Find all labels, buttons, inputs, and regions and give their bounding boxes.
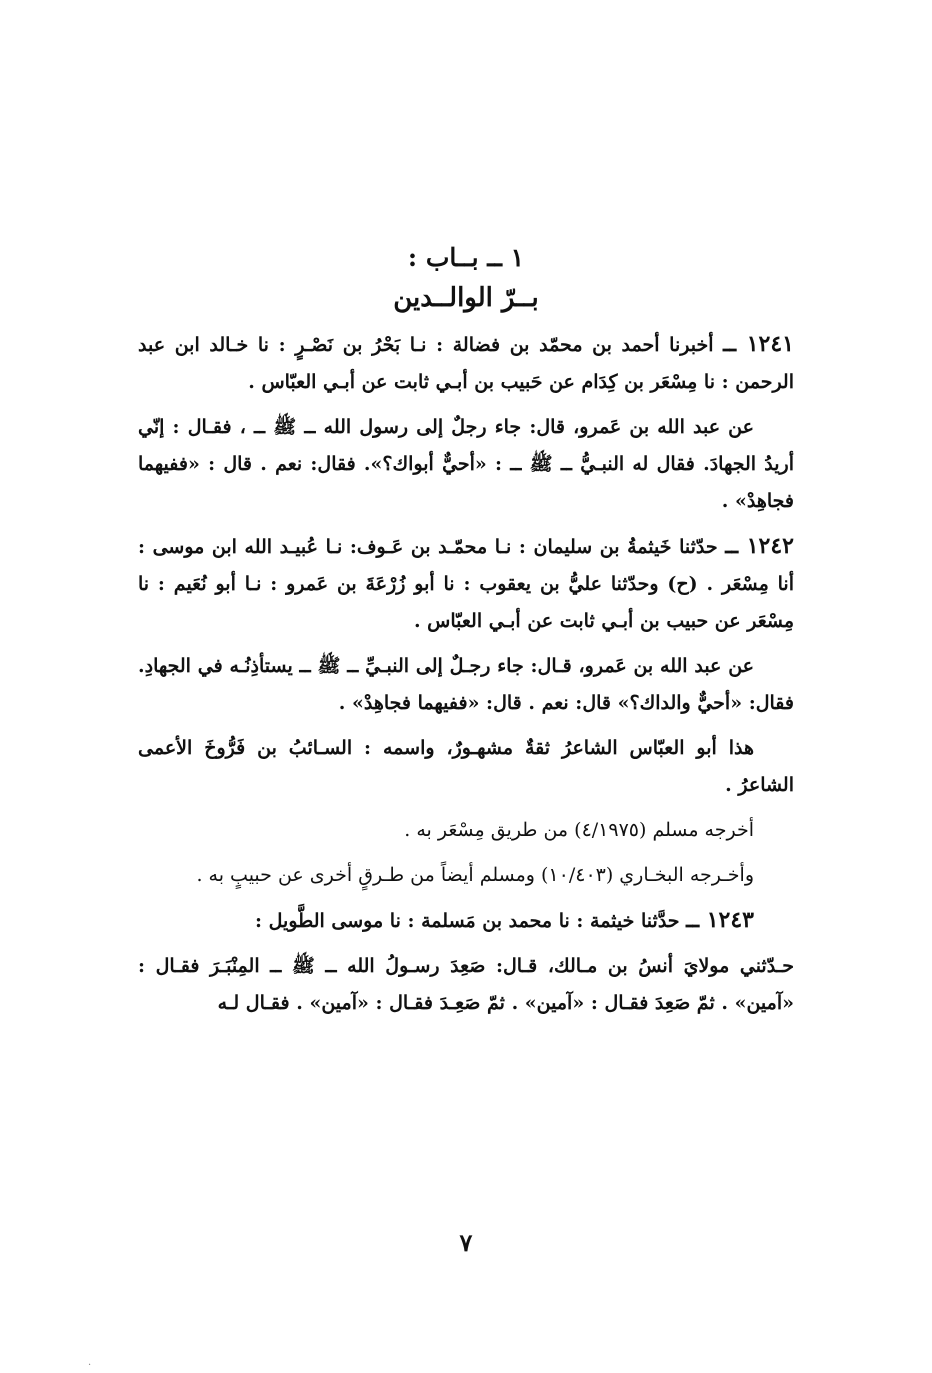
paragraph-text: وأخـرجه البخـاري (١٠/٤٠٣) ومسلم أيضاً من طـرقٍ أخرى عن حبيبٍ به . <box>196 864 754 886</box>
hadith-paragraph <box>138 902 794 940</box>
paragraph-text: عن عبد الله بن عَمرو، قـال: جاء رجـلٌ إلى النبـيِّ ــ ﷺ ــ يستأذِنُـه في الجهادِ. فقال: «أحيٌّ والداك؟» قال: نعم . قال: «ففيهما فجاهِدْ» . <box>138 655 794 714</box>
hadith-number: ١٢٤٣ ــ <box>686 907 754 933</box>
chapter-heading: ١ ــ بــاب : <box>407 243 525 272</box>
paragraph-text: عن عبد الله بن عَمرو، قال: جاء رجلٌ إلى رسول الله ــ ﷺ ــ ، فقـال : إنّي أريدُ الجهادَ. فقال له النبـيُّ ــ ﷺ ــ : «أحيٌّ أبواك؟». فقال: نعم . قال : «ففيهما فجاهِدْ» . <box>138 416 794 512</box>
hadith-number: ١٢٤٢ ــ <box>725 533 794 559</box>
text-paragraph <box>138 812 794 849</box>
hadith-number: ١٢٤١ ــ <box>723 331 794 357</box>
paragraph-text: حدَّثنا خيثمة : نا محمد بن مَسلمة : نا موسى الطَّويل : <box>255 910 680 932</box>
corner-mark: · <box>88 1360 92 1371</box>
text-paragraph <box>138 409 794 520</box>
hadith-paragraph <box>138 326 794 401</box>
paragraph-text: أخبرنا أحمد بن محمّد بن فضالة : نـا بَحْرُ بن نَصْـرٍ : نا خـالد ابن عبد الرحمن : نا مِسْعَر بن كِدَام عن حَبيب بن أبـي ثابت عن أبـي العبّاس . <box>138 334 794 393</box>
text-paragraph <box>138 648 794 722</box>
paragraph-text: حدّثنا خَيثمةُ بن سليمان : نـا محمّـد بن عَـوف: نـا عُبيـد الله ابن موسى : أنا مِسْعَر . (ح) وحدّثنا عليُّ بن يعقوب : نا أبو زُرْعَةَ بن عَمرو : نـا أبو نُعَيم : نا مِسْعَر عن حبيب بن أبـي ثابت عن أبـي العبّاس . <box>138 536 794 632</box>
paragraphs <box>138 326 794 1022</box>
text-body <box>138 238 794 1030</box>
hadith-paragraph <box>138 528 794 640</box>
text-paragraph <box>138 857 794 894</box>
text-paragraph <box>138 948 794 1022</box>
text-paragraph <box>138 730 794 804</box>
chapter-title: بــرّ الوالــدين <box>393 283 539 313</box>
paragraph-text: أخرجه مسلم (٤/١٩٧٥) من طريق مِسْعَر به . <box>404 819 754 841</box>
paragraph-text: حـدّثني مولايَ أنسُ بن مـالك، قـال: صَعِدَ رسـولُ الله ــ ﷺ ــ المِنْبَـرَ فقـال : «آمين» . ثمّ صَعِدَ فقـال : «آمين» . ثمّ صَعِـدَ فقـال : «آمين» . فقـال لـه <box>138 955 794 1014</box>
page-number: ٧ <box>459 1228 473 1257</box>
paragraph-text: هذا أبو العبّاس الشاعرُ ثقةٌ مشهـورٌ، واسمه : السـائبُ بن فَرُّوخَ الأعمى الشاعرُ . <box>138 737 794 796</box>
